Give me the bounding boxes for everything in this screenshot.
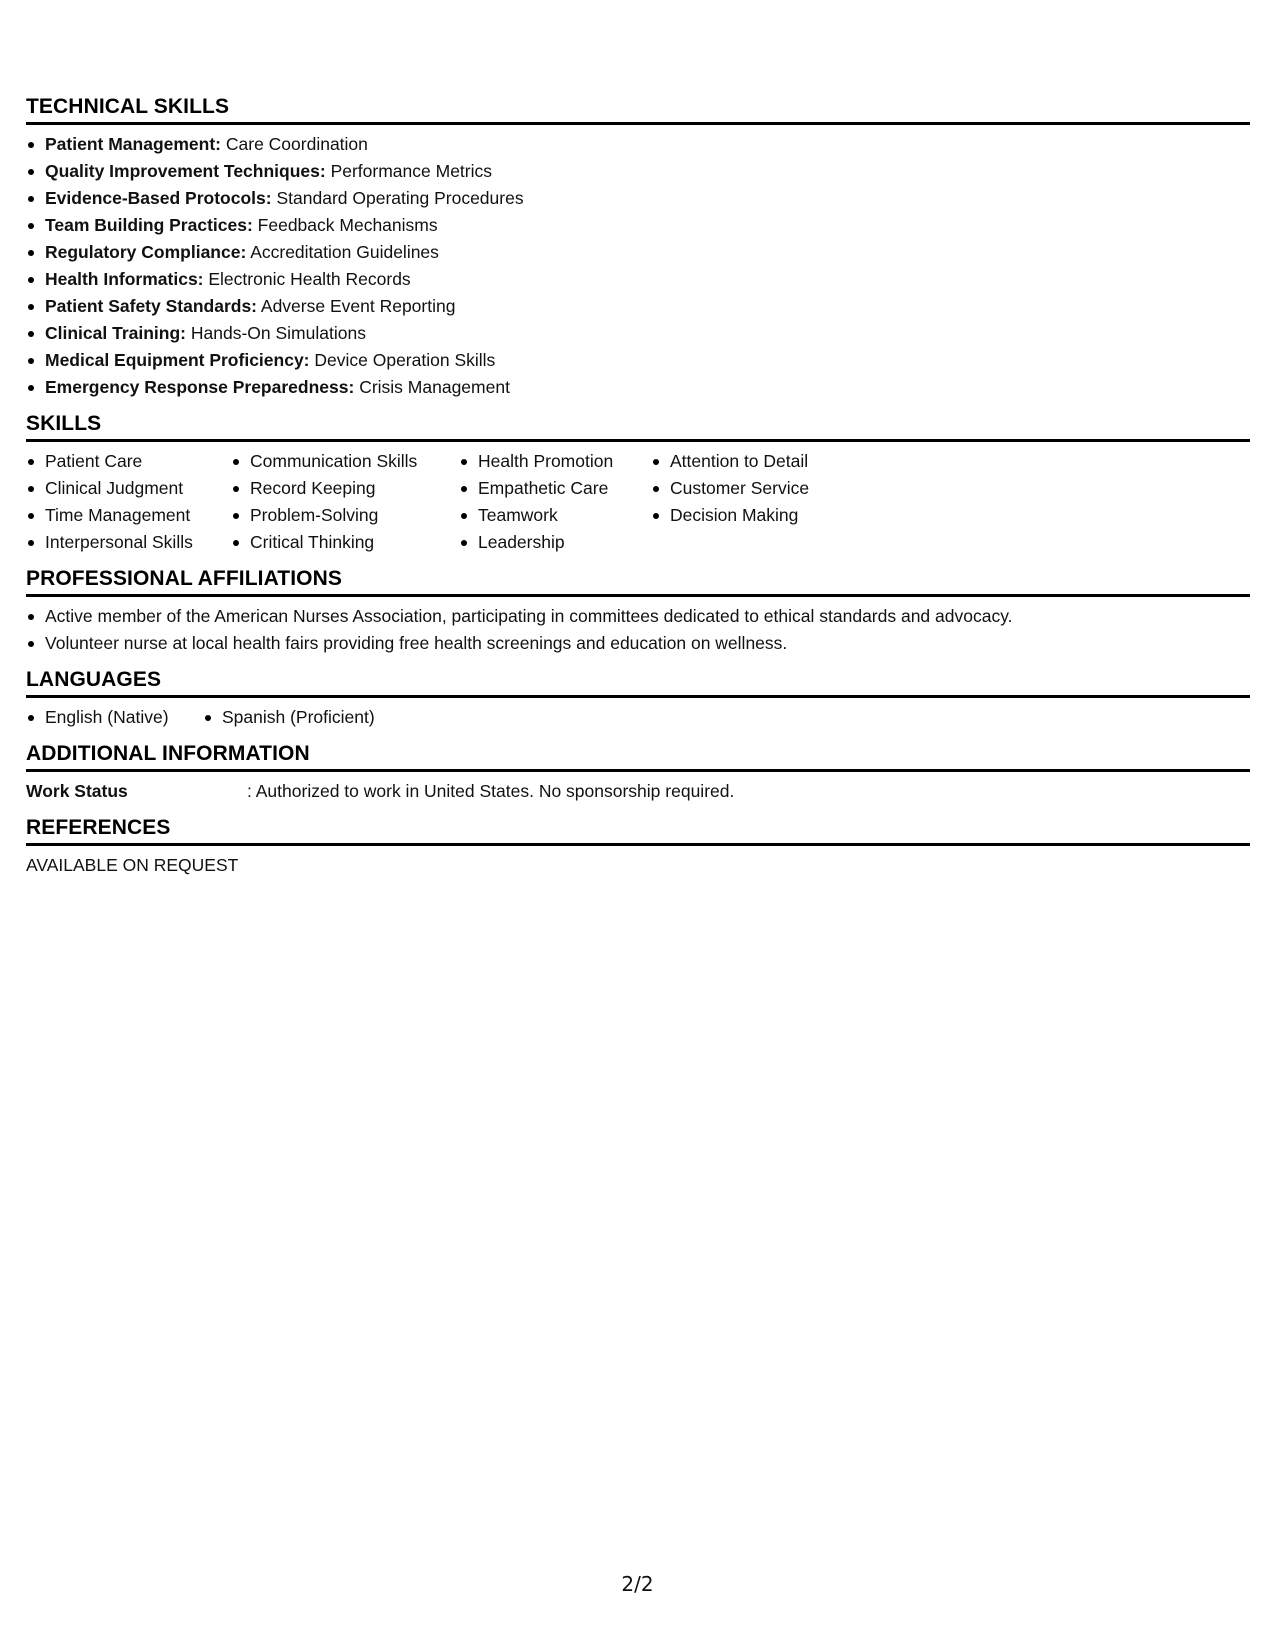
skills-column (26, 448, 231, 556)
section-title-technical-skills: TECHNICAL SKILLS (26, 94, 1250, 125)
section-title-additional-information: ADDITIONAL INFORMATION (26, 741, 1250, 772)
list-item: Record Keeping (231, 475, 459, 502)
references-text: AVAILABLE ON REQUEST (26, 855, 239, 875)
technical-skills-list (26, 131, 1250, 401)
skill-label: Regulatory Compliance: (45, 242, 247, 262)
list-item: Attention to Detail (651, 448, 851, 475)
list-item: Interpersonal Skills (26, 529, 231, 556)
skill-label: Emergency Response Preparedness: (45, 377, 355, 397)
references-section (26, 815, 1250, 879)
resume-page (26, 94, 1250, 889)
skill-value: Adverse Event Reporting (260, 296, 456, 316)
skill-label: Health Informatics: (45, 269, 204, 289)
work-status-label: Work Status (26, 781, 128, 801)
skill-label: Patient Management: (45, 134, 221, 154)
list-item: Spanish (Proficient) (203, 704, 375, 731)
section-title-references: REFERENCES (26, 815, 1250, 846)
list-item: Communication Skills (231, 448, 459, 475)
list-item (26, 212, 1250, 239)
skill-label: Team Building Practices: (45, 215, 253, 235)
list-item: Patient Care (26, 448, 231, 475)
page-number: 2/2 (621, 1572, 654, 1596)
language-list (203, 704, 375, 731)
section-title-professional-affiliations: PROFESSIONAL AFFILIATIONS (26, 566, 1250, 597)
skills-section (26, 411, 1250, 556)
list-item (26, 185, 1250, 212)
professional-affiliations-section (26, 566, 1250, 657)
skill-value: Standard Operating Procedures (276, 188, 524, 208)
list-item: Clinical Judgment (26, 475, 231, 502)
list-item: Empathetic Care (459, 475, 651, 502)
list-item: Active member of the American Nurses Association, participating in committees dedicated to ethical standards and advocacy. (26, 603, 1250, 630)
list-item: Time Management (26, 502, 231, 529)
technical-skills-section (26, 94, 1250, 401)
skill-value: Electronic Health Records (208, 269, 411, 289)
list-item: Critical Thinking (231, 529, 459, 556)
list-item (26, 293, 1250, 320)
list-item: English (Native) (26, 704, 203, 731)
skill-value: Device Operation Skills (314, 350, 496, 370)
list-item (26, 266, 1250, 293)
list-item: Decision Making (651, 502, 851, 529)
list-item: Teamwork (459, 502, 651, 529)
skills-column (651, 448, 851, 556)
list-item: Leadership (459, 529, 651, 556)
section-title-skills: SKILLS (26, 411, 1250, 442)
skill-value: Accreditation Guidelines (250, 242, 439, 262)
skill-value: Hands-On Simulations (190, 323, 366, 343)
additional-information-section (26, 741, 1250, 805)
list-item (26, 374, 1250, 401)
skills-column (459, 448, 651, 556)
work-status-row (26, 778, 1250, 805)
skill-value: Performance Metrics (330, 161, 493, 181)
list-item (26, 320, 1250, 347)
skill-label: Medical Equipment Proficiency: (45, 350, 310, 370)
list-item (26, 347, 1250, 374)
skill-label: Quality Improvement Techniques: (45, 161, 326, 181)
work-status-value: : Authorized to work in United States. No sponsorship required. (247, 781, 735, 801)
list-item (26, 158, 1250, 185)
skill-value: Feedback Mechanisms (257, 215, 438, 235)
languages-section (26, 667, 1250, 731)
affiliations-list (26, 603, 1250, 657)
skill-label: Clinical Training: (45, 323, 186, 343)
list-item: Customer Service (651, 475, 851, 502)
skills-column (231, 448, 459, 556)
skills-grid (26, 448, 1250, 556)
list-item (26, 131, 1250, 158)
skill-label: Patient Safety Standards: (45, 296, 257, 316)
skill-value: Care Coordination (225, 134, 368, 154)
language-list (26, 704, 203, 731)
section-title-languages: LANGUAGES (26, 667, 1250, 698)
list-item (26, 239, 1250, 266)
list-item: Problem-Solving (231, 502, 459, 529)
skill-value: Crisis Management (359, 377, 510, 397)
skill-label: Evidence-Based Protocols: (45, 188, 272, 208)
list-item: Health Promotion (459, 448, 651, 475)
list-item: Volunteer nurse at local health fairs providing free health screenings and education on wellness. (26, 630, 1250, 657)
languages-row (26, 704, 1250, 731)
